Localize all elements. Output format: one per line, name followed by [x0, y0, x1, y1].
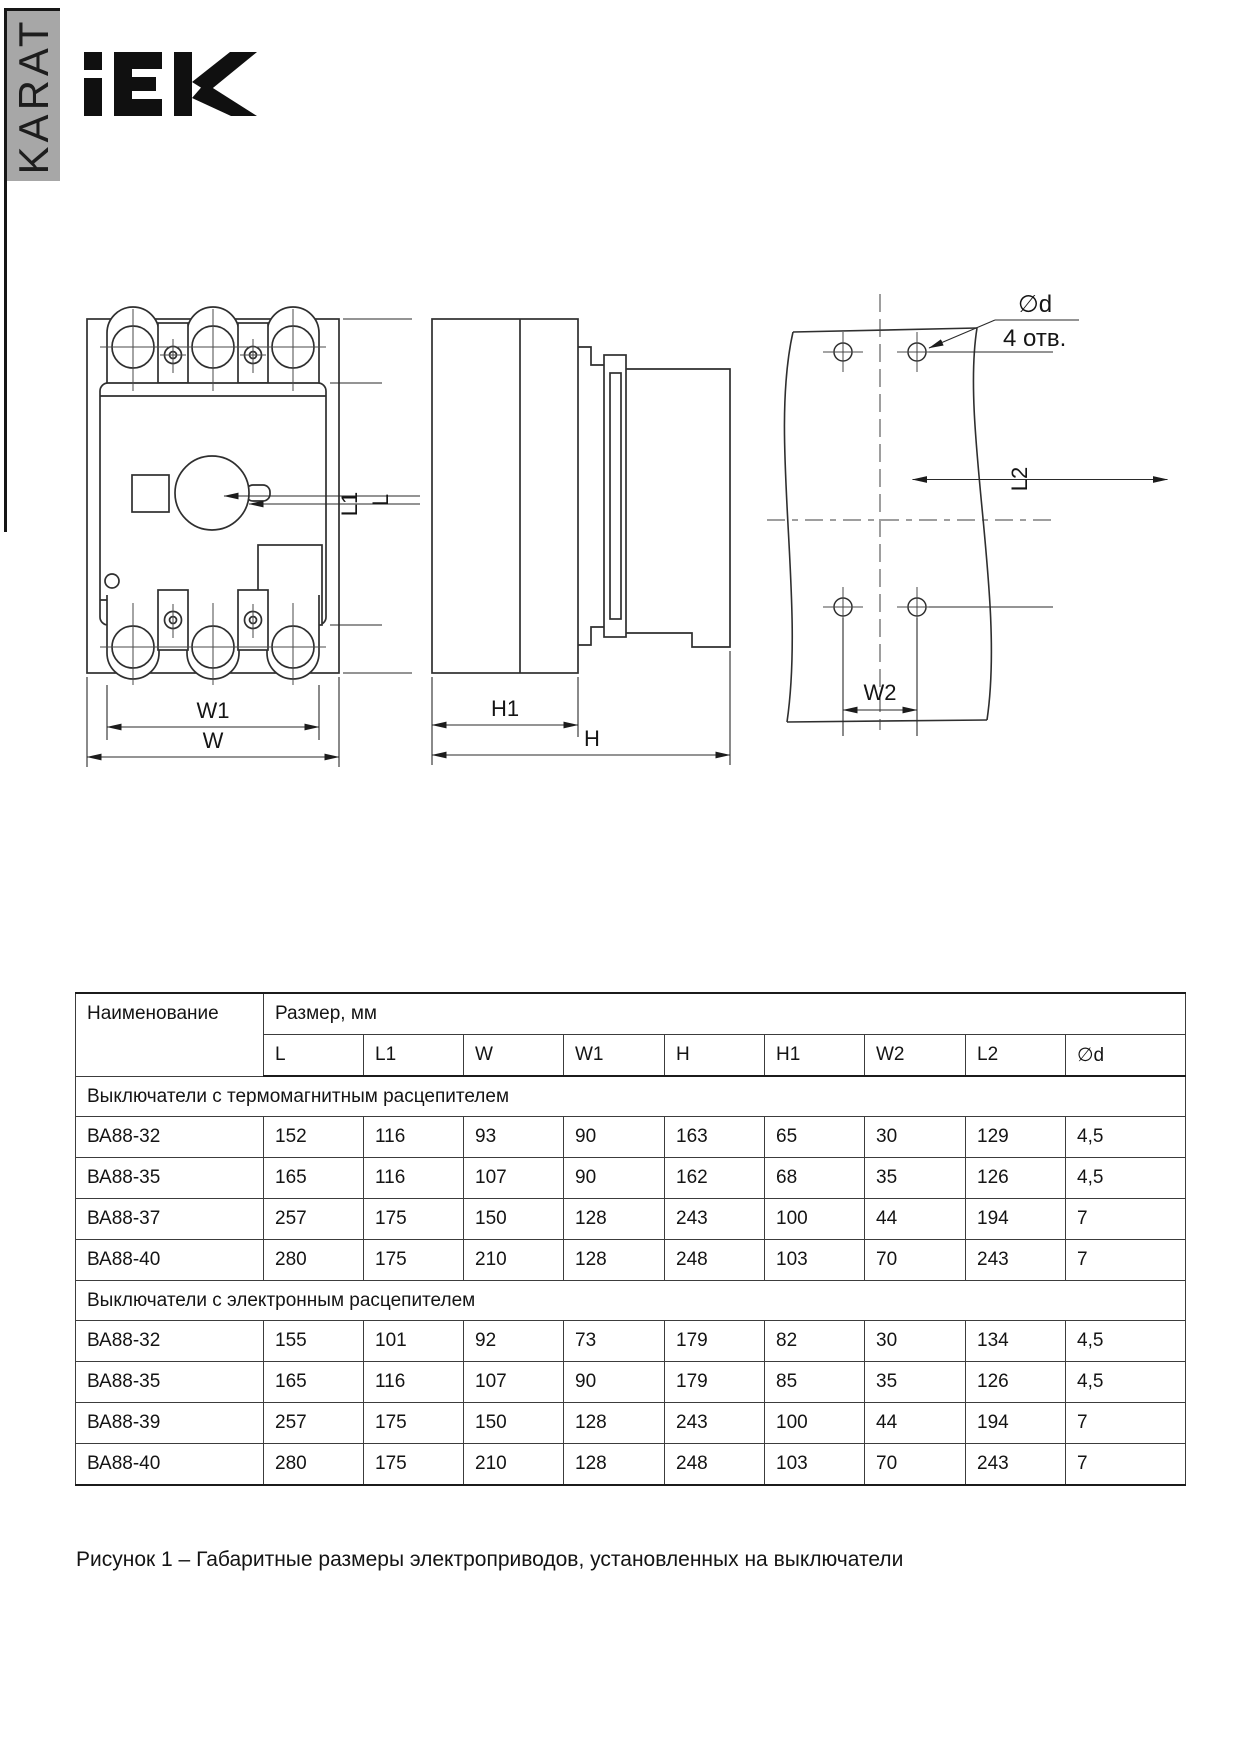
value-cell: 248: [665, 1240, 765, 1281]
value-cell: 7: [1066, 1240, 1186, 1281]
section-row: [76, 1281, 1186, 1321]
model-cell: ВА88-40: [76, 1240, 264, 1281]
model-cell: ВА88-40: [76, 1444, 264, 1486]
table-row: [76, 1158, 1186, 1199]
value-cell: 128: [564, 1199, 665, 1240]
value-cell: 179: [665, 1362, 765, 1403]
value-cell: 90: [564, 1158, 665, 1199]
figure-caption: Рисунок 1 – Габаритные размеры электроприводов, установленных на выключатели: [76, 1548, 904, 1571]
model-cell: ВА88-32: [76, 1321, 264, 1362]
value-cell: 129: [966, 1117, 1066, 1158]
value-cell: 103: [765, 1240, 865, 1281]
value-cell: 126: [966, 1362, 1066, 1403]
value-cell: 85: [765, 1362, 865, 1403]
value-cell: 165: [264, 1362, 364, 1403]
dim-label-l1: L1: [337, 491, 362, 517]
value-cell: 35: [865, 1362, 966, 1403]
table-row: [76, 1362, 1186, 1403]
karat-sidebar: [7, 8, 60, 181]
value-cell: 4,5: [1066, 1321, 1186, 1362]
value-cell: 44: [865, 1403, 966, 1444]
value-cell: 70: [865, 1240, 966, 1281]
table-row: [76, 1321, 1186, 1362]
hole-diameter-label: ∅d: [1017, 291, 1053, 318]
value-cell: 4,5: [1066, 1117, 1186, 1158]
value-cell: 175: [364, 1403, 464, 1444]
value-cell: 243: [966, 1240, 1066, 1281]
value-cell: 175: [364, 1199, 464, 1240]
value-cell: 150: [464, 1403, 564, 1444]
table-row: [76, 1117, 1186, 1158]
value-cell: 280: [264, 1444, 364, 1486]
value-cell: 103: [765, 1444, 865, 1486]
table-row: [76, 1240, 1186, 1281]
value-cell: 150: [464, 1199, 564, 1240]
value-cell: 30: [865, 1321, 966, 1362]
col-header-name: Наименование: [76, 993, 264, 1076]
value-cell: 175: [364, 1444, 464, 1486]
table-row: [76, 1199, 1186, 1240]
value-cell: 155: [264, 1321, 364, 1362]
col-header-w: W: [464, 1035, 564, 1077]
value-cell: 257: [264, 1403, 364, 1444]
value-cell: 162: [665, 1158, 765, 1199]
section-title: Выключатели с термомагнитным расцепителем: [76, 1076, 1186, 1117]
value-cell: 179: [665, 1321, 765, 1362]
value-cell: 116: [364, 1362, 464, 1403]
model-cell: ВА88-37: [76, 1199, 264, 1240]
value-cell: 175: [364, 1240, 464, 1281]
value-cell: 243: [665, 1199, 765, 1240]
col-header-l: L: [264, 1035, 364, 1077]
col-header-size-group: Размер, мм: [264, 993, 1186, 1035]
col-header-l2: L2: [966, 1035, 1066, 1077]
table-header: [76, 993, 1186, 1076]
value-cell: 165: [264, 1158, 364, 1199]
col-header-h: H: [665, 1035, 765, 1077]
section-title: Выключатели с электронным расцепителем: [76, 1281, 1186, 1321]
value-cell: 194: [966, 1403, 1066, 1444]
table-row: [76, 1444, 1186, 1486]
iek-logo: [84, 52, 259, 121]
dim-label-w1: W1: [196, 698, 230, 723]
value-cell: 128: [564, 1403, 665, 1444]
value-cell: 100: [765, 1403, 865, 1444]
dim-label-l: L: [368, 493, 393, 507]
value-cell: 7: [1066, 1403, 1186, 1444]
value-cell: 7: [1066, 1199, 1186, 1240]
value-cell: 93: [464, 1117, 564, 1158]
col-header-w1: W1: [564, 1035, 665, 1077]
value-cell: 116: [364, 1117, 464, 1158]
value-cell: 243: [966, 1444, 1066, 1486]
model-cell: ВА88-35: [76, 1362, 264, 1403]
col-header-d: ∅d: [1066, 1035, 1186, 1077]
iek-logo-icon: [84, 52, 259, 116]
value-cell: 210: [464, 1444, 564, 1486]
hole-count-label: 4 отв.: [1003, 325, 1067, 352]
value-cell: 248: [665, 1444, 765, 1486]
value-cell: 194: [966, 1199, 1066, 1240]
col-header-w2: W2: [865, 1035, 966, 1077]
value-cell: 134: [966, 1321, 1066, 1362]
value-cell: 4,5: [1066, 1158, 1186, 1199]
value-cell: 35: [865, 1158, 966, 1199]
value-cell: 107: [464, 1362, 564, 1403]
front-view-drawing: [60, 295, 420, 770]
value-cell: 280: [264, 1240, 364, 1281]
hole-pattern-drawing: [763, 268, 1248, 743]
dim-label-h: H: [584, 726, 600, 751]
value-cell: 128: [564, 1444, 665, 1486]
side-view-drawing: [420, 295, 760, 770]
value-cell: 100: [765, 1199, 865, 1240]
model-cell: ВА88-39: [76, 1403, 264, 1444]
model-cell: ВА88-35: [76, 1158, 264, 1199]
value-cell: 68: [765, 1158, 865, 1199]
value-cell: 4,5: [1066, 1362, 1186, 1403]
dim-label-w2: W2: [863, 680, 897, 705]
value-cell: 126: [966, 1158, 1066, 1199]
value-cell: 65: [765, 1117, 865, 1158]
col-header-l1: L1: [364, 1035, 464, 1077]
model-cell: ВА88-32: [76, 1117, 264, 1158]
col-header-h1: H1: [765, 1035, 865, 1077]
value-cell: 92: [464, 1321, 564, 1362]
dim-label-w: W: [202, 728, 224, 753]
value-cell: 90: [564, 1117, 665, 1158]
value-cell: 243: [665, 1403, 765, 1444]
dim-label-h1: H1: [490, 696, 520, 721]
dim-label-l2: L2: [1007, 466, 1032, 492]
value-cell: 7: [1066, 1444, 1186, 1486]
section-row: [76, 1076, 1186, 1117]
value-cell: 210: [464, 1240, 564, 1281]
value-cell: 82: [765, 1321, 865, 1362]
value-cell: 257: [264, 1199, 364, 1240]
dimensions-table: [75, 992, 1186, 1486]
table-row: [76, 1403, 1186, 1444]
value-cell: 73: [564, 1321, 665, 1362]
value-cell: 116: [364, 1158, 464, 1199]
value-cell: 90: [564, 1362, 665, 1403]
value-cell: 44: [865, 1199, 966, 1240]
value-cell: 107: [464, 1158, 564, 1199]
karat-vertical-label: KARAT: [9, 17, 57, 175]
value-cell: 101: [364, 1321, 464, 1362]
value-cell: 152: [264, 1117, 364, 1158]
value-cell: 128: [564, 1240, 665, 1281]
value-cell: 30: [865, 1117, 966, 1158]
value-cell: 70: [865, 1444, 966, 1486]
table-body: [76, 1076, 1186, 1485]
value-cell: 163: [665, 1117, 765, 1158]
